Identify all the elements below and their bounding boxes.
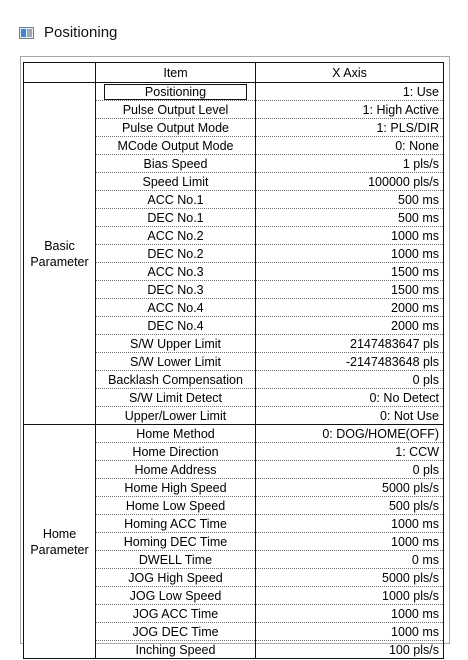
parameter-value-cell[interactable]: 1500 ms <box>256 281 444 299</box>
parameter-value-cell[interactable]: 0 ms <box>256 551 444 569</box>
parameter-name-cell[interactable]: JOG Low Speed <box>96 587 256 605</box>
parameter-value-cell[interactable]: 100 pls/s <box>256 641 444 659</box>
parameter-value-cell[interactable]: 1000 pls/s <box>256 587 444 605</box>
parameter-value-cell[interactable]: 1: Use <box>256 83 444 101</box>
selected-cell-indicator[interactable]: Positioning <box>104 84 247 100</box>
parameter-name-cell[interactable]: Home Method <box>96 425 256 443</box>
parameter-name-cell[interactable]: DEC No.1 <box>96 209 256 227</box>
parameter-value-cell[interactable]: 2000 ms <box>256 299 444 317</box>
column-header-x-axis[interactable]: X Axis <box>256 63 444 83</box>
parameter-name-cell[interactable]: Homing DEC Time <box>96 533 256 551</box>
parameter-name-cell[interactable]: Upper/Lower Limit <box>96 407 256 425</box>
parameter-name-cell[interactable]: ACC No.3 <box>96 263 256 281</box>
parameter-name-cell[interactable]: MCode Output Mode <box>96 137 256 155</box>
parameter-value-cell[interactable]: 500 ms <box>256 191 444 209</box>
parameter-name-cell[interactable]: DEC No.3 <box>96 281 256 299</box>
table-row[interactable] <box>24 425 444 443</box>
parameter-value-cell[interactable]: -2147483648 pls <box>256 353 444 371</box>
parameter-value-cell[interactable]: 1000 ms <box>256 515 444 533</box>
parameter-name-cell[interactable]: DEC No.2 <box>96 245 256 263</box>
parameter-value-cell[interactable]: 2000 ms <box>256 317 444 335</box>
parameter-value-cell[interactable]: 1: High Active <box>256 101 444 119</box>
parameter-value-cell[interactable]: 500 pls/s <box>256 497 444 515</box>
parameter-value-cell[interactable]: 1000 ms <box>256 533 444 551</box>
parameter-name-cell[interactable]: Pulse Output Mode <box>96 119 256 137</box>
group-label-line: Home <box>42 526 77 541</box>
parameter-name-cell[interactable]: JOG High Speed <box>96 569 256 587</box>
parameter-value-cell[interactable]: 1000 ms <box>256 245 444 263</box>
parameter-name-cell[interactable]: S/W Upper Limit <box>96 335 256 353</box>
parameter-value-cell[interactable]: 5000 pls/s <box>256 569 444 587</box>
parameter-name-cell[interactable]: S/W Limit Detect <box>96 389 256 407</box>
parameter-name-cell[interactable]: Pulse Output Level <box>96 101 256 119</box>
parameter-name-cell[interactable]: Backlash Compensation <box>96 371 256 389</box>
parameter-name-cell[interactable]: DWELL Time <box>96 551 256 569</box>
parameter-value-cell[interactable]: 1000 ms <box>256 227 444 245</box>
parameter-name-cell[interactable]: Home Direction <box>96 443 256 461</box>
parameter-name-cell[interactable]: DEC No.4 <box>96 317 256 335</box>
parameter-name-cell[interactable]: Home High Speed <box>96 479 256 497</box>
parameter-value-cell[interactable]: 1: PLS/DIR <box>256 119 444 137</box>
window-app-icon <box>19 27 34 39</box>
parameter-value-cell[interactable]: 5000 pls/s <box>256 479 444 497</box>
window-title: Positioning <box>44 24 118 41</box>
group-label-line: Parameter <box>30 254 89 269</box>
parameter-value-cell[interactable]: 500 ms <box>256 209 444 227</box>
parameter-name-cell[interactable]: Speed Limit <box>96 173 256 191</box>
column-header-item[interactable]: Item <box>96 63 256 83</box>
group-label-line: Parameter <box>30 542 89 557</box>
parameter-name-cell[interactable]: JOG DEC Time <box>96 623 256 641</box>
parameter-name-cell[interactable]: Bias Speed <box>96 155 256 173</box>
parameter-name-cell[interactable]: ACC No.4 <box>96 299 256 317</box>
parameter-group-label <box>24 83 96 425</box>
grid-header-corner <box>24 63 96 83</box>
parameter-value-cell[interactable]: 1 pls/s <box>256 155 444 173</box>
parameter-value-cell[interactable]: 0: DOG/HOME(OFF) <box>256 425 444 443</box>
group-label-line: Basic <box>44 238 75 253</box>
grid-header-row <box>24 63 444 83</box>
parameter-name-cell[interactable]: Homing ACC Time <box>96 515 256 533</box>
window-titlebar <box>0 0 468 56</box>
parameter-value-cell[interactable]: 1500 ms <box>256 263 444 281</box>
parameter-group-label <box>24 425 96 659</box>
table-row[interactable] <box>24 83 444 101</box>
parameter-value-cell[interactable]: 0 pls <box>256 371 444 389</box>
parameter-value-cell[interactable]: 0: No Detect <box>256 389 444 407</box>
parameter-value-cell[interactable]: 1000 ms <box>256 623 444 641</box>
parameter-value-cell[interactable]: 0: Not Use <box>256 407 444 425</box>
parameter-name-cell[interactable]: JOG ACC Time <box>96 605 256 623</box>
parameter-name-cell[interactable] <box>96 83 256 101</box>
parameter-name-cell[interactable]: ACC No.1 <box>96 191 256 209</box>
parameter-value-cell[interactable]: 1000 ms <box>256 605 444 623</box>
parameter-grid <box>23 62 444 659</box>
parameter-name-cell[interactable]: Home Address <box>96 461 256 479</box>
parameter-name-cell[interactable]: ACC No.2 <box>96 227 256 245</box>
parameter-name-cell[interactable]: S/W Lower Limit <box>96 353 256 371</box>
parameter-value-cell[interactable]: 0: None <box>256 137 444 155</box>
parameter-value-cell[interactable]: 1: CCW <box>256 443 444 461</box>
parameter-value-cell[interactable]: 100000 pls/s <box>256 173 444 191</box>
parameter-value-cell[interactable]: 2147483647 pls <box>256 335 444 353</box>
parameter-value-cell[interactable]: 0 pls <box>256 461 444 479</box>
parameter-name-cell[interactable]: Home Low Speed <box>96 497 256 515</box>
parameter-name-cell[interactable]: Inching Speed <box>96 641 256 659</box>
